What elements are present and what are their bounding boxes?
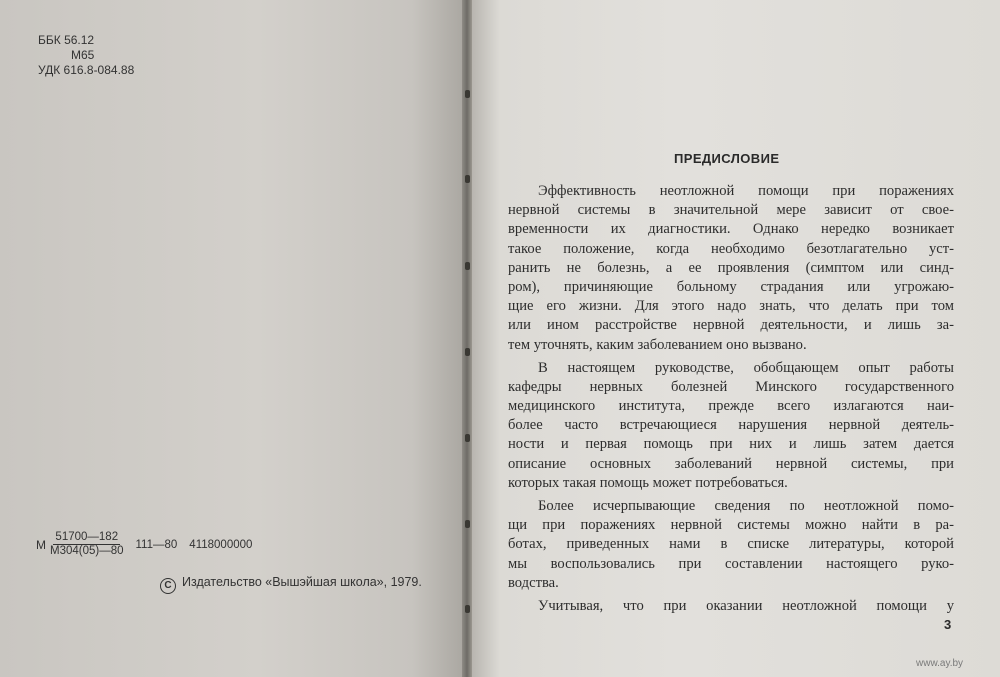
- binding-stitch: [465, 520, 470, 528]
- text-line: Учитывая, что при оказании неотложной помощи у: [538, 597, 954, 614]
- text-line: кафедры нервных болезней Минского государственного: [508, 378, 954, 395]
- text-line: ности и первая помощь при них и лишь затем дается: [508, 436, 954, 453]
- text-line: или ином расстройстве нервной деятельности, и лишь за-: [508, 317, 954, 334]
- text-line: ранить не болезнь, а ее проявления (симптом или синд-: [508, 259, 954, 276]
- text-line: более часто встречающиеся нарушения нервной деятель-: [508, 417, 954, 434]
- bbk-code: ББК 56.12: [38, 33, 95, 47]
- binding-stitch: [465, 90, 470, 98]
- text-line: такое положение, когда необходимо безотлагательно уст-: [508, 240, 954, 257]
- text-line: описание основных заболеваний нервной системы, при: [508, 455, 954, 472]
- preface-text: [508, 182, 954, 616]
- imprint-line: [36, 531, 252, 558]
- text-line: ром), причиняющие больному страдания или угрожаю-: [508, 278, 954, 295]
- binding-stitch: [465, 348, 470, 356]
- copyright-line: [160, 575, 422, 594]
- text-line: щи при поражениях нервной системы можно найти в ра-: [508, 517, 954, 534]
- imprint-letter: М: [36, 537, 46, 552]
- text-line: водства.: [508, 574, 559, 591]
- text-line: временности их диагностики. Однако нередко возникает: [508, 221, 954, 238]
- text-line: Более исчерпывающие сведения по неотложной помо-: [538, 498, 954, 514]
- catalog-codes: [38, 33, 134, 78]
- author-mark: М65: [71, 48, 95, 62]
- text-line: которых такая помощь может потребоваться.: [508, 474, 788, 491]
- page-title: ПРЕДИСЛОВИЕ: [674, 151, 780, 166]
- binding-stitch: [465, 434, 470, 442]
- text-line: щие его жизни. Для этого надо знать, что делать при том: [508, 298, 954, 315]
- watermark: www.ay.by: [916, 658, 964, 669]
- book-gutter: [462, 0, 472, 677]
- text-line: В настоящем руководстве, обобщающем опыт работы: [538, 359, 954, 376]
- imprint-code: 111—80: [135, 538, 178, 551]
- left-page: [0, 0, 468, 677]
- copyright-text: Издательство «Вышэйшая школа», 1979.: [182, 575, 422, 589]
- binding-stitch: [465, 175, 470, 183]
- text-line: ботах, приведенных нами в списке литературы, которой: [508, 536, 954, 553]
- imprint-isbn: 4118000000: [189, 538, 253, 551]
- imprint-numerator: 51700—182: [55, 531, 119, 543]
- imprint-denominator: М304(05)—80: [50, 545, 124, 557]
- text-line: Эффективность неотложной помощи при поражениях: [538, 183, 954, 199]
- text-line: медицинского института, прежде всего излагаются наи-: [508, 398, 954, 415]
- copyright-icon: C: [160, 578, 176, 594]
- text-line: мы воспользовались при составлении настоящего руко-: [508, 555, 954, 572]
- binding-stitch: [465, 262, 470, 270]
- page-number: 3: [944, 617, 952, 632]
- imprint-fraction: [48, 531, 126, 558]
- text-line: тем уточнять, каким заболеванием оно вызвано.: [508, 336, 807, 353]
- text-line: нервной системы в значительной мере зависит от свое-: [508, 202, 954, 219]
- binding-stitch: [465, 605, 470, 613]
- udk-code: УДК 616.8-084.88: [38, 63, 135, 77]
